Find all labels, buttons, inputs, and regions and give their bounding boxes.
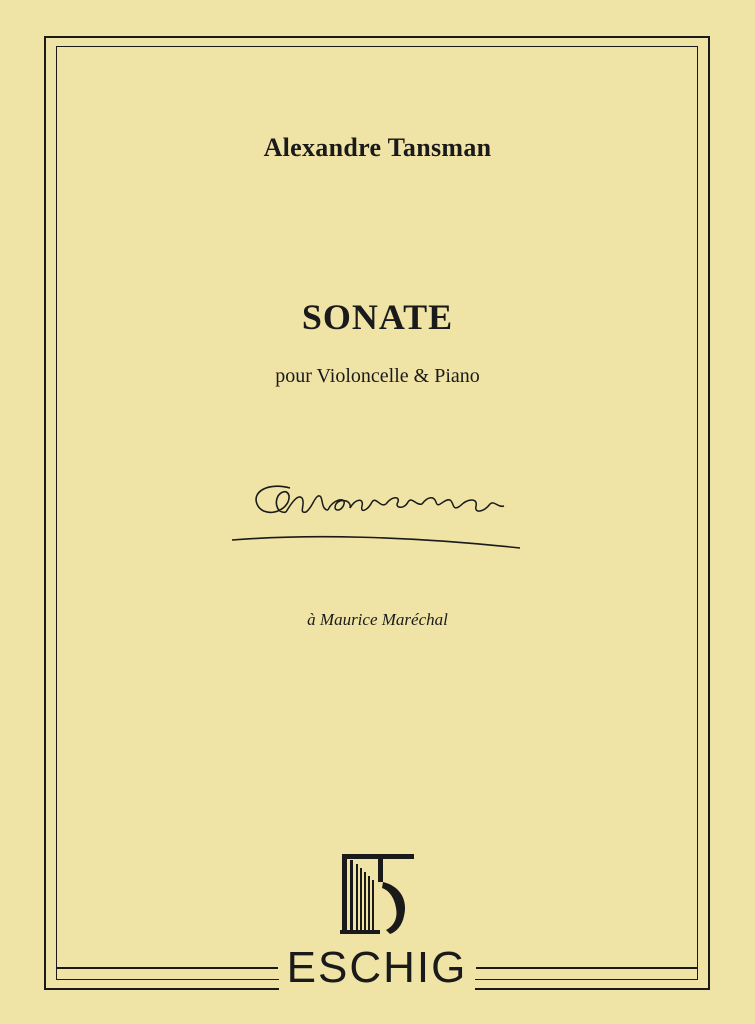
composer-signature	[228, 462, 524, 554]
dedication: à Maurice Maréchal	[307, 610, 448, 629]
instrumentation-subtitle: pour Violoncelle & Piano	[275, 365, 480, 387]
publisher-wordmark	[56, 940, 698, 996]
composer-name: Alexandre Tansman	[263, 133, 492, 162]
eschig-harp-logo-icon	[334, 850, 422, 936]
work-title: SONATE	[301, 297, 454, 337]
publisher-name: ESCHIG	[279, 943, 476, 992]
publisher-banner	[56, 940, 698, 996]
